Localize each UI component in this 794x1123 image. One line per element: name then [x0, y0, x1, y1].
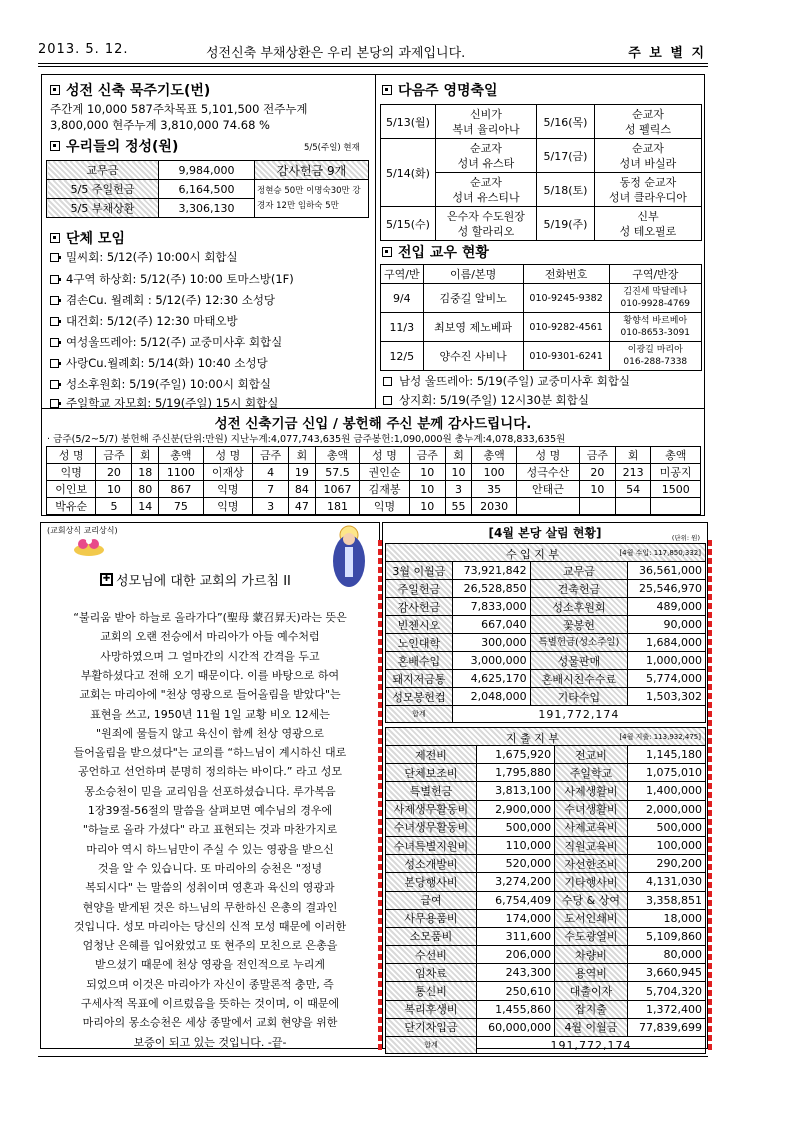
finance-item: 수당 & 상여 — [555, 891, 628, 909]
article-line: 현양을 받게된 것은 하느님의 무한하신 은총의 결과인 — [82, 900, 338, 914]
finance-item: 수녀특별지원비 — [386, 836, 477, 854]
finance-item: 단체보조비 — [386, 764, 477, 782]
finance-item: 기타수입 — [530, 688, 628, 706]
finance-item: 성모봉헌컵 — [386, 688, 453, 706]
donation-cell: 867 — [159, 481, 204, 498]
transfer-cell: 11/3 — [381, 313, 424, 342]
donation-header: 회 — [615, 447, 651, 464]
finance-amount: 36,561,000 — [628, 562, 706, 580]
feast-date: 5/16(목) — [537, 105, 595, 139]
transfer-cell: 010-9282-4561 — [523, 313, 609, 342]
finance-item: 성소개발비 — [386, 855, 477, 873]
column-divider — [375, 74, 376, 409]
pointer-icon — [50, 359, 59, 368]
donation-cell: 이인보 — [47, 481, 96, 498]
finance-item: 성물판매 — [530, 652, 628, 670]
finance-amount: 1,000,000 — [628, 652, 706, 670]
donation-cell: 익명 — [203, 481, 252, 498]
donation-header: 총액 — [315, 447, 360, 464]
group-item: 성소후원회: 5/19(주일) 10:00시 회합실 — [50, 376, 271, 392]
finance-item: 주일학교 — [555, 764, 628, 782]
article-line: 마리아의 몽소승천은 세상 종말에서 교회 현양을 위한 — [82, 1016, 338, 1030]
finance-item: 사제교육비 — [555, 818, 628, 836]
finance-item: 잡지출 — [555, 1000, 628, 1018]
donation-title: 성전 신축기금 신입 / 봉헌해 주신 분께 감사드립니다. — [214, 416, 532, 432]
donation-cell: 18 — [132, 464, 159, 481]
finance-amount: 73,921,842 — [452, 562, 530, 580]
madonna-icon — [324, 525, 374, 587]
finance-item: 용역비 — [555, 964, 628, 982]
finance-item: 감사헌금 — [386, 598, 453, 616]
pointer-icon — [50, 338, 59, 347]
transfer-header: 이름/본명 — [423, 265, 523, 284]
donation-cell: 미공지 — [651, 464, 701, 481]
header-motto: 성전신축 부채상환은 우리 본당의 과제입니다. — [206, 46, 466, 61]
finance-item: 통신비 — [386, 982, 477, 1000]
donation-cell: 1067 — [315, 481, 360, 498]
donation-header: 총액 — [472, 447, 517, 464]
finance-amount: 77,839,699 — [627, 1018, 705, 1036]
transfer-cell: 010-9301-6241 — [523, 342, 609, 371]
donation-cell: 14 — [132, 498, 159, 515]
donation-cell: 10 — [409, 498, 445, 515]
pointer-icon — [383, 396, 392, 405]
groups-heading: 단체 모임 — [50, 228, 125, 248]
donation-cell: 35 — [472, 481, 517, 498]
prayer-line2: 3,800,000 현주누계 3,810,000 74.68 % — [50, 118, 270, 132]
feast-saint: 신부 성 테오필로 — [595, 207, 702, 241]
donation-cell — [516, 498, 579, 515]
footer-rule — [38, 1056, 708, 1057]
finance-item: 4월 이월금 — [555, 1018, 628, 1036]
flower-icon — [72, 536, 106, 558]
donation-table — [46, 446, 701, 515]
finance-item: 교무금 — [530, 562, 628, 580]
finance-amount: 4,625,170 — [452, 670, 530, 688]
finance-amount: 311,600 — [476, 927, 554, 945]
finance-item: 수녀생무활동비 — [386, 818, 477, 836]
donation-cell: 이재상 — [203, 464, 252, 481]
finance-amount: 500,000 — [476, 818, 554, 836]
donation-cell: 성극수산 — [516, 464, 579, 481]
checkbox-icon — [50, 85, 60, 95]
finance-amount: 1,503,302 — [628, 688, 706, 706]
donation-header: 금주 — [409, 447, 445, 464]
donation-cell: 75 — [159, 498, 204, 515]
finance-unit: (단위: 원) — [671, 534, 700, 542]
donation-cell: 7 — [253, 481, 289, 498]
finance-title: [4월 본당 살림 현황] — [488, 526, 602, 540]
finance-amount: 667,040 — [452, 616, 530, 634]
finance-item: 기타행사비 — [555, 873, 628, 891]
transfer-cell: 12/5 — [381, 342, 424, 371]
offering-label: 5/5 부채상환 — [47, 199, 159, 218]
finance-amount: 25,546,970 — [628, 580, 706, 598]
finance-amount: 3,813,100 — [476, 782, 554, 800]
finance-item: 소모품비 — [386, 927, 477, 945]
donation-header: 총액 — [159, 447, 204, 464]
feast-saint: 순교자 성녀 유스티나 — [436, 173, 537, 207]
donation-cell: 100 — [472, 464, 517, 481]
donation-header: 성 명 — [203, 447, 252, 464]
donation-cell: 84 — [289, 481, 316, 498]
donation-cell: 익명 — [203, 498, 252, 515]
article-line: 것을 알 수 있습니다. 또 마리아의 승천은 "정녕 — [97, 861, 323, 875]
finance-item: 노인대학 — [386, 634, 453, 652]
finance-item: 단기차입금 — [386, 1018, 477, 1036]
donation-header: 성 명 — [47, 447, 96, 464]
transfer-cell: 이광길 마리아 016-288-7338 — [609, 342, 701, 371]
finance-item: 수선비 — [386, 946, 477, 964]
transfer-table — [380, 264, 702, 371]
donation-header: 회 — [445, 447, 472, 464]
finance-amount: 3,660,945 — [627, 964, 705, 982]
pointer-icon — [50, 253, 59, 262]
feast-date: 5/19(주) — [537, 207, 595, 241]
finance-item: 혼배수입 — [386, 652, 453, 670]
donation-cell: 김재봉 — [360, 481, 409, 498]
article-line: 교회는 마리아에 "천상 영광으로 들어올림을 받았다"는 — [79, 688, 341, 702]
transfer-cell: 김중길 알비노 — [423, 284, 523, 313]
offering-value: 9,984,000 — [159, 161, 255, 180]
donation-cell: 80 — [132, 481, 159, 498]
prayer-line1: 주간계 10,000 587주차목표 5,101,500 전주누계 — [50, 102, 308, 116]
thanks-title: 감사헌금 9개 — [255, 161, 369, 180]
finance-item: 도서인쇄비 — [555, 909, 628, 927]
donation-cell: 권인순 — [360, 464, 409, 481]
donation-header: 금주 — [253, 447, 289, 464]
donation-header: 금주 — [96, 447, 132, 464]
article-line: 들어올림을 받으셨다"는 교의를 “하느님이 계시하신 대로 — [73, 746, 347, 760]
donation-cell: 1100 — [159, 464, 204, 481]
transfer-header: 구역/반 — [381, 265, 424, 284]
transfer-note: 상지회: 5/19(주일) 12시30분 회합실 — [383, 392, 589, 408]
checkbox-icon — [50, 233, 60, 243]
finance-item: 사제생활비 — [555, 782, 628, 800]
header-rule — [38, 63, 708, 64]
finance-item: 성소후원회 — [530, 598, 628, 616]
donation-cell: 익명 — [360, 498, 409, 515]
article-line: 교회의 오랜 전승에서 마리아가 아들 예수처럼 — [100, 630, 320, 644]
offering-value: 3,306,130 — [159, 199, 255, 218]
donation-cell — [651, 498, 701, 515]
article-line: 공언하고 선언하며 분명히 정의하는 바이다.” 라고 성모 — [78, 765, 342, 779]
donation-cell — [579, 498, 615, 515]
finance-amount: 5,774,000 — [628, 670, 706, 688]
finance-amount: 2,900,000 — [476, 800, 554, 818]
finance-item: 특별헌금(성소주일) — [530, 634, 628, 652]
pointer-icon — [50, 380, 59, 389]
pointer-icon — [50, 317, 59, 326]
finance-item: 임차료 — [386, 964, 477, 982]
donation-cell — [615, 498, 651, 515]
article-tag: (교회상식 교리상식) — [47, 526, 118, 535]
transfer-cell: 양수진 사비나 — [423, 342, 523, 371]
donation-cell: 5 — [96, 498, 132, 515]
finance-amount: 100,000 — [627, 836, 705, 854]
finance-item: 혼배시친수수료 — [530, 670, 628, 688]
donation-summary: · 금주(5/2~5/7) 봉헌해 주신분(단위:만원) 지난누계:4,077,743,635원 금주봉헌:1,090,000원 총누계:4,078,833,635원 — [47, 434, 566, 445]
donation-cell: 10 — [96, 481, 132, 498]
donation-cell: 익명 — [47, 464, 96, 481]
finance-amount: 6,754,409 — [476, 891, 554, 909]
pointer-icon — [50, 275, 59, 284]
finance-amount: 3,000,000 — [452, 652, 530, 670]
finance-item: 자선한조비 — [555, 855, 628, 873]
donation-cell: 10 — [579, 481, 615, 498]
finance-item: 돼지저금통 — [386, 670, 453, 688]
feast-saint: 순교자 성 펠릭스 — [595, 105, 702, 139]
expense-table: 지 출 지 부 [4월 지출: 113,932,475] 제전비 1,675,920 전교비 1,145,180 단체보조비 1,795,880 주일학교 1,075,010 특별헌금 3,813,100 사제생활비 1,400,000 사제생무활동비 2,900,000 수녀생활비 2,000,000 수녀생무활동비 500,000 사제교육비 500,000 수녀특별지원비 110,000 직원교육비 100,000 성소개발비 520,000 자선한조비 290,200 본당행사비 3,274,200 기타행사비 4,131,030 급여 6,754,409 수당 & 상여 3,358,851 사무용품비 174,000 도서인쇄비 18,000 소모품비 311,600 수도광열비 5,109,860 수선비 206,000 차량비 80,000 임차료 243,300 용역비 3,660,945 통신비 250,610 대출이자 5,704,320 복리후생비 1,455,860 잡지출 1,372,400 단기차입금 60,000,000 4월 이월금 77,839,699 합계 191,772,174 — [385, 727, 706, 1054]
checkbox-icon — [50, 141, 60, 151]
transfer-cell: 황향석 바르베아 010-8653-3091 — [609, 313, 701, 342]
transfer-cell: 9/4 — [381, 284, 424, 313]
transfer-heading: 전입 교우 현황 — [382, 242, 489, 262]
finance-amount: 243,300 — [476, 964, 554, 982]
transfer-header: 전화번호 — [523, 265, 609, 284]
page-header — [38, 40, 708, 62]
finance-item: 건축헌금 — [530, 580, 628, 598]
finance-amount: 1,372,400 — [627, 1000, 705, 1018]
offering-label: 교무금 — [47, 161, 159, 180]
finance-amount: 300,000 — [452, 634, 530, 652]
article-line: 구세사적 목표에 이르렀음을 뜻하는 것이며, 이 때문에 — [80, 997, 340, 1010]
finance-amount: 1,075,010 — [627, 764, 705, 782]
feast-saint: 은수자 수도원장 성 할라리오 — [436, 207, 537, 241]
finance-item: 수녀생활비 — [555, 800, 628, 818]
thanks-note: 정현승 50만 이명숙30만 강경자 12만 임하숙 5만 — [255, 180, 369, 218]
finance-amount: 110,000 — [476, 836, 554, 854]
pointer-icon — [50, 399, 59, 408]
finance-amount: 520,000 — [476, 855, 554, 873]
article-line: 받으셨기 때문에 천상 영광을 전인적으로 누리게 — [94, 958, 325, 972]
group-item: 겸손Cu. 월례회 : 5/12(주) 12:30 소성당 — [50, 292, 275, 308]
finance-item: 주일헌금 — [386, 580, 453, 598]
prayer-heading: 성전 신축 묵주기도(번) — [50, 80, 210, 100]
article-line: “불리움 받아 하늘로 올라가다”(聖母 蒙召昇天)라는 뜻은 — [73, 611, 347, 624]
pointer-icon — [50, 296, 59, 305]
offering-label: 5/5 주일헌금 — [47, 180, 159, 199]
donation-header: 성 명 — [360, 447, 409, 464]
article-line: 부활하셨다고 전해 오기 때문이다. 이를 바탕으로 하여 — [80, 668, 340, 682]
donation-header: 회 — [132, 447, 159, 464]
article-line: "하늘로 올라 가셨다" 라고 표현되는 것과 마찬가지로 — [82, 823, 338, 837]
finance-amount: 26,528,850 — [452, 580, 530, 598]
feast-saint: 순교자 성녀 유스타 — [436, 139, 537, 173]
finance-amount: 2,000,000 — [627, 800, 705, 818]
group-item: 대건회: 5/12(주) 12:30 마태오방 — [50, 313, 238, 329]
finance-amount: 1,400,000 — [627, 782, 705, 800]
donation-cell: 54 — [615, 481, 651, 498]
finance-item: 전교비 — [555, 746, 628, 764]
transfer-header: 구역/반장 — [609, 265, 701, 284]
donation-header: 회 — [289, 447, 316, 464]
feast-date: 5/13(월) — [381, 105, 436, 139]
finance-amount: 1,795,880 — [476, 764, 554, 782]
rose-border-right — [708, 540, 712, 1050]
finance-item: 직원교육비 — [555, 836, 628, 854]
finance-item: 사제생무활동비 — [386, 800, 477, 818]
finance-amount: 4,131,030 — [627, 873, 705, 891]
feast-table — [380, 104, 702, 241]
article-line: 몽소승천이 믿을 교리임을 선포하셨습니다. 루가복음 — [84, 784, 336, 798]
donation-cell: 2030 — [472, 498, 517, 515]
finance-item: 제전비 — [386, 746, 477, 764]
checkbox-icon — [382, 85, 392, 95]
finance-amount: 60,000,000 — [476, 1018, 554, 1036]
group-item: 4구역 하상회: 5/12(주) 10:00 토마스방(1F) — [50, 271, 294, 287]
donation-cell: 19 — [289, 464, 316, 481]
finance-amount: 1,684,000 — [628, 634, 706, 652]
donation-cell: 47 — [289, 498, 316, 515]
transfer-cell: 010-9245-9382 — [523, 284, 609, 313]
cross-icon: ✚ — [100, 573, 113, 586]
transfer-cell: 최보영 제노베파 — [423, 313, 523, 342]
income-table: 수 입 지 부 [4월 수입: 117,850,332] 3월 이월금 73,921,842 교무금 36,561,000 주일헌금 26,528,850 건축헌금 25,546,970 감사헌금 7,833,000 성소후원회 489,000 빈첸시오 667,040 꽃봉헌 90,000 노인대학 300,000 특별헌금(성소주일) 1,684,000 혼배수입 3,000,000 성물판매 1,000,000 돼지저금통 4,625,170 혼배시친수수료 5,774,000 성모봉헌컵 2,048,000 기타수입 1,503,302 합계 191,772,174 — [385, 543, 706, 723]
finance-amount: 5,704,320 — [627, 982, 705, 1000]
article-line: "원죄에 물들지 않고 육신이 함께 천상 영광으로 — [96, 726, 324, 740]
finance-amount: 206,000 — [476, 946, 554, 964]
group-item: 여성울뜨레아: 5/12(주) 교중미사후 회합실 — [50, 334, 282, 350]
finance-item: 빈첸시오 — [386, 616, 453, 634]
finance-item: 차량비 — [555, 946, 628, 964]
article-line: 사망하였으며 그 얼마간의 시간적 간격을 두고 — [100, 649, 320, 663]
offering-table — [46, 160, 369, 218]
donation-cell: 10 — [409, 464, 445, 481]
transfer-note: 남성 울뜨레아: 5/19(주일) 교중미사후 회합실 — [383, 373, 630, 389]
checkbox-icon — [382, 247, 392, 257]
finance-item: 수도광열비 — [555, 927, 628, 945]
article-line: 1장39절-56절의 말씀을 살펴보면 예수님의 경우에 — [87, 804, 333, 817]
finance-amount: 90,000 — [628, 616, 706, 634]
finance-item: 특별헌금 — [386, 782, 477, 800]
offering-heading: 우리들의 정성(원) — [50, 136, 178, 156]
donation-cell: 20 — [579, 464, 615, 481]
finance-item: 본당행사비 — [386, 873, 477, 891]
feast-heading: 다음주 영명축일 — [382, 80, 498, 100]
article-line: 복되시다" 는 말씀의 성취이며 영혼과 육신의 영광과 — [85, 881, 335, 895]
finance-item: 복리후생비 — [386, 1000, 477, 1018]
offering-value: 6,164,500 — [159, 180, 255, 199]
donation-cell: 20 — [96, 464, 132, 481]
finance-amount: 290,200 — [627, 855, 705, 873]
article-line: 되었으며 이것은 마리아가 자신이 종말론적 충만, 즉 — [86, 977, 334, 991]
finance-amount: 2,048,000 — [452, 688, 530, 706]
finance-item: 급여 — [386, 891, 477, 909]
header-rule-thin — [38, 66, 708, 67]
donation-cell: 10 — [445, 464, 472, 481]
donation-cell: 안태근 — [516, 481, 579, 498]
rose-border-left — [378, 540, 382, 1050]
header-title: 주 보 별 지 — [628, 46, 706, 61]
group-item: 밀씨회: 5/12(주) 10:00시 회합실 — [50, 249, 238, 265]
header-date: 2013. 5. 12. — [38, 42, 129, 57]
finance-amount: 80,000 — [627, 946, 705, 964]
feast-date: 5/17(금) — [537, 139, 595, 173]
finance-amount: 1,145,180 — [627, 746, 705, 764]
donation-cell: 55 — [445, 498, 472, 515]
pointer-icon — [383, 377, 392, 386]
finance-amount: 174,000 — [476, 909, 554, 927]
feast-saint: 동정 순교자 성녀 클라우디아 — [595, 173, 702, 207]
transfer-cell: 김진세 막달레나 010-9928-4769 — [609, 284, 701, 313]
donation-cell: 3 — [445, 481, 472, 498]
donation-header: 총액 — [651, 447, 701, 464]
group-item: 사랑Cu.월례회: 5/14(화) 10:40 소성당 — [50, 355, 268, 371]
article-title: ✚ 성모님에 대한 교회의 가르침 II — [100, 570, 291, 589]
finance-item: 대출이자 — [555, 982, 628, 1000]
feast-date: 5/15(수) — [381, 207, 436, 241]
donation-cell: 1500 — [651, 481, 701, 498]
feast-date: 5/14(화) — [381, 139, 436, 207]
donation-cell: 박유순 — [47, 498, 96, 515]
finance-amount: 3,358,851 — [627, 891, 705, 909]
donation-header: 금주 — [579, 447, 615, 464]
feast-saint: 순교자 성녀 바실라 — [595, 139, 702, 173]
group-item: 주일학교 자모회: 5/19(주일) 15시 회합실 — [50, 395, 278, 411]
article-line: 표현을 쓰고, 1950년 11월 1일 교황 비오 12세는 — [90, 707, 330, 721]
finance-item: 꽃봉헌 — [530, 616, 628, 634]
feast-saint: 신비가 복녀 율리아나 — [436, 105, 537, 139]
finance-amount: 7,833,000 — [452, 598, 530, 616]
finance-amount: 5,109,860 — [627, 927, 705, 945]
finance-amount: 500,000 — [627, 818, 705, 836]
donation-header: 성 명 — [516, 447, 579, 464]
feast-date: 5/18(토) — [537, 173, 595, 207]
article-line: 보증이 되고 있는 것입니다. -끝- — [133, 1035, 287, 1049]
donation-cell: 181 — [315, 498, 360, 515]
donation-cell: 10 — [409, 481, 445, 498]
finance-item: 사무용품비 — [386, 909, 477, 927]
finance-item: 3월 이월금 — [386, 562, 453, 580]
finance-amount: 250,610 — [476, 982, 554, 1000]
donation-cell: 57.5 — [315, 464, 360, 481]
donation-cell: 213 — [615, 464, 651, 481]
finance-amount: 489,000 — [628, 598, 706, 616]
donation-cell: 4 — [253, 464, 289, 481]
offering-date-note: 5/5(주일) 현재 — [304, 143, 360, 153]
article-line: 엄청난 은혜를 입어왔었고 또 현주의 모친으로 은총을 — [82, 939, 338, 953]
finance-amount: 3,274,200 — [476, 873, 554, 891]
finance-amount: 1,455,860 — [476, 1000, 554, 1018]
finance-amount: 1,675,920 — [476, 746, 554, 764]
finance-amount: 18,000 — [627, 909, 705, 927]
article-line: 것입니다. 성모 마리아는 당신의 신적 모성 때문에 이러한 — [73, 919, 347, 933]
donation-cell: 3 — [253, 498, 289, 515]
article-line: 마리아 역시 하느님만이 주실 수 있는 영광을 받으신 — [86, 842, 334, 856]
